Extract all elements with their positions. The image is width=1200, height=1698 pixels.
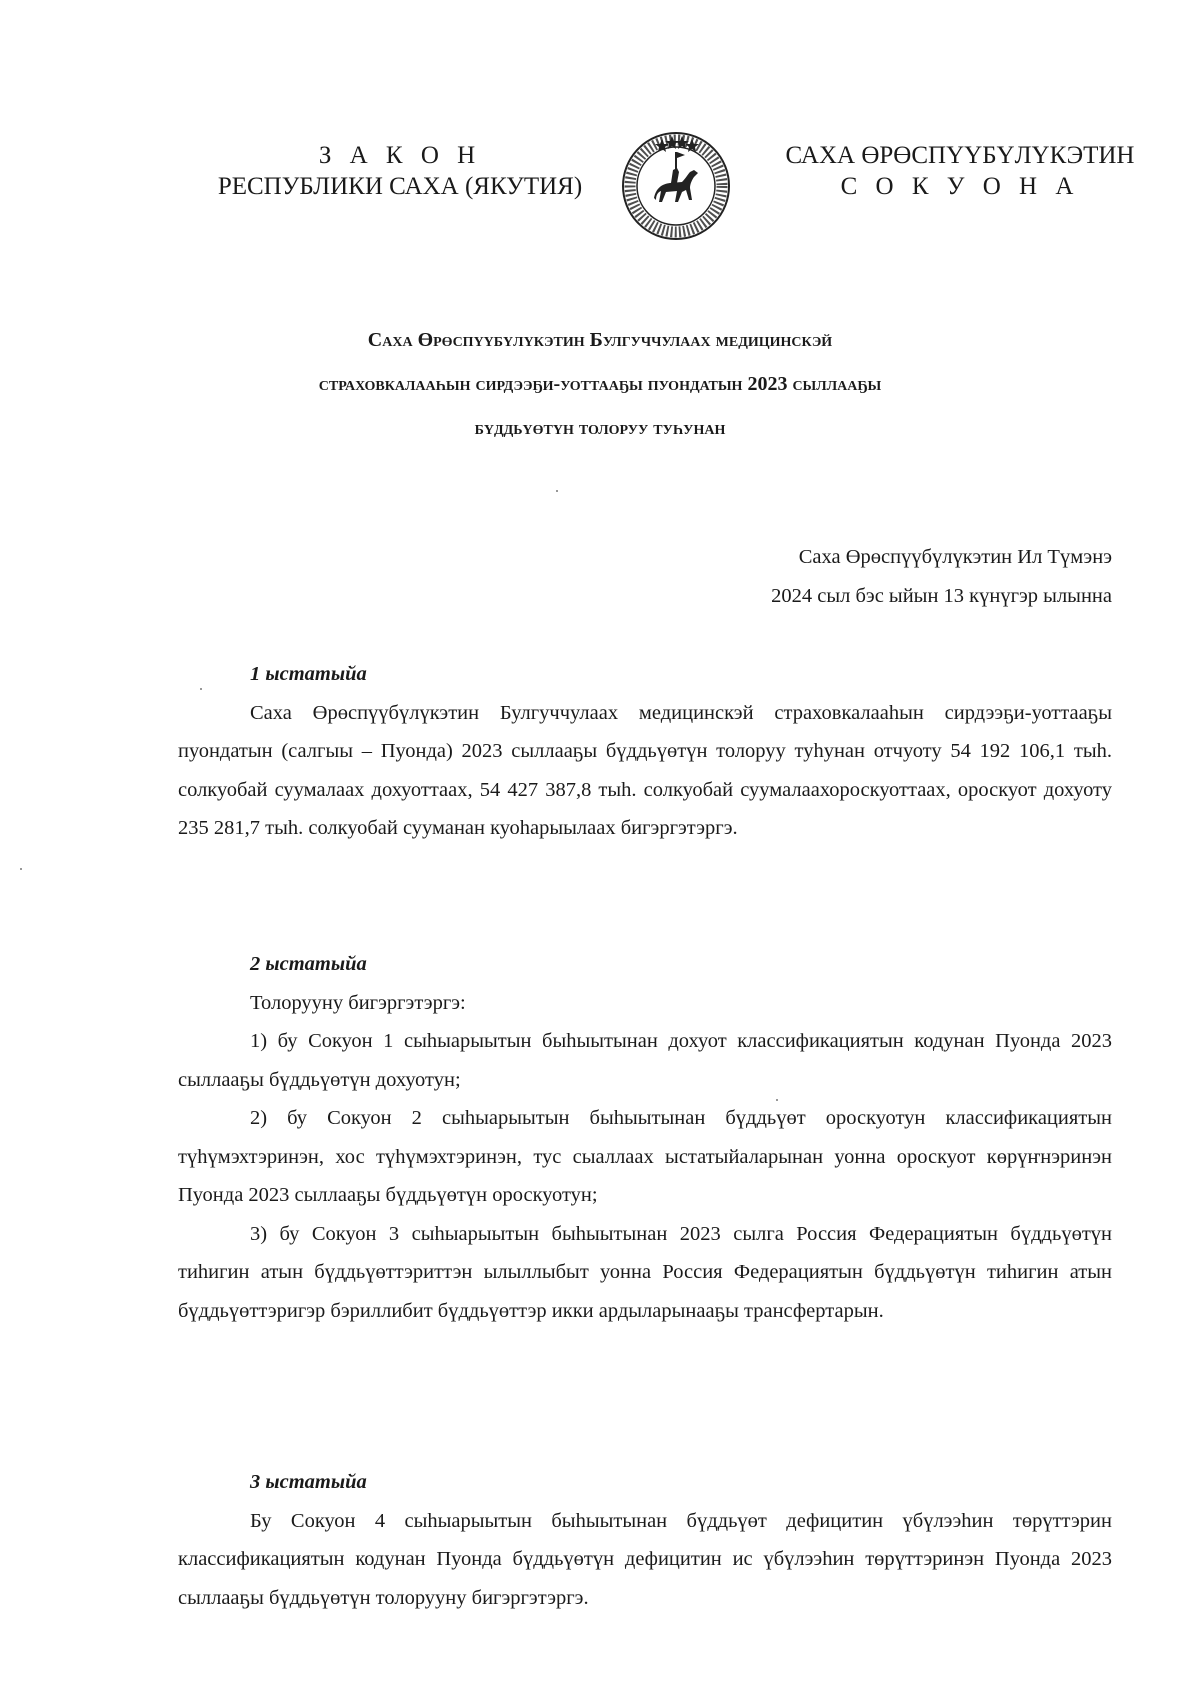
article-1 [178, 655, 1112, 848]
article-paragraph: Толорууну бигэргэтэргэ: [250, 991, 466, 1014]
scan-speck [200, 688, 202, 690]
article-heading: 2 ыстатыйа [250, 953, 367, 975]
article-heading: 3 ыстатыйа [250, 1471, 367, 1493]
title-line-1: Саха Өрөспүүбүлүкэтин Булгуччулаах медицинскэй [367, 329, 833, 351]
article-list-item: 1) бу Сокуон 1 сыһыарыытын быһыытынан дохуот классификациятын кодунан Пуонда 2023 сыллааҕы бүддьүөтүн дохуотун; [178, 1030, 1112, 1091]
article-paragraph: Саха Өрөспүүбүлүкэтин Булгуччулаах медицинскэй страховкалааһын сирдээҕи-уоттааҕы пуондатын (салгыы – Пуонда) 2023 сыллааҕы бүддьүөтүн толоруу туһунан отчуоту 54 192 106,1 тыһ. солкуобай суумалаах дохуоттаах, 54 427 387,8 тыһ. солкуобай суумалаахороскуоттаах, ороскуот дохуоту 235 281,7 тыһ. солкуобай сууманан куоһарыылаах бигэргэтэргэ. [178, 701, 1112, 839]
sakha-coat-of-arms-emblem-icon [620, 130, 732, 242]
article-list-item: 3) бу Сокуон 3 сыһыарыытын быһыытынан 2023 сылга Россия Федерациятын бүддьүөтүн тиһигин атын бүддьүөттэриттэн ылыллыбыт уонна Россия Федерациятын бүддьүөтүн тиһигин атын бүддьүөттэригэр бэриллибит бүддьүөттэр икки ардыларынааҕы трансфертарын. [178, 1222, 1112, 1322]
scan-speck [776, 1099, 778, 1101]
adoption-date: 2024 сыл бэс ыйын 13 күнүгэр ылынна [771, 585, 1112, 607]
article-list-item: 2) бу Сокуон 2 сыһыарыытын быһыытынан бүддьүөт ороскуотун классификациятын түһүмэхтэринэн, хос түһүмэхтэринэн, тус сыаллаах ыстатыйаларынан уонна ороскуот көрүҥнэринэн Пуонда 2023 сыллааҕы бүддьүөтүн ороскуотун; [178, 1107, 1112, 1206]
title-line-2: страховкалааһын сирдээҕи-уоттааҕы пуондатын 2023 сыллааҕы [318, 373, 882, 395]
header-left-subtitle: РЕСПУБЛИКИ САХА (ЯКУТИЯ) [217, 173, 583, 200]
document-title [150, 318, 1050, 450]
adoption-note [771, 538, 1112, 616]
scan-speck [20, 868, 22, 870]
article-3 [178, 1463, 1112, 1617]
article-heading: 1 ыстатыйа [250, 663, 367, 685]
adoption-body: Саха Өрөспүүбүлүкэтин Ил Түмэнэ [798, 546, 1112, 568]
header-left [190, 140, 610, 202]
article-2 [178, 945, 1112, 1330]
article-paragraph: Бу Сокуон 4 сыһыарыытын быһыытынан бүддьүөт дефицитин үбүлээһин төрүттэрин классификациятын кодунан Пуонда бүддьүөтүн дефицитин ис үбүлээһин төрүттэринэн Пуонда 2023 сыллааҕы бүддьүөтүн толорууну бигэргэтэргэ. [178, 1509, 1112, 1609]
title-line-3: бүддьүөтүн толоруу туһунан [474, 417, 726, 439]
header-right-subtitle: С О К У О Н А [840, 173, 1080, 200]
scan-speck [556, 490, 558, 492]
header-right-title: САХА ӨРӨСПҮҮБҮЛҮКЭТИН [785, 142, 1135, 169]
header-right [785, 140, 1135, 202]
header-left-title: З А К О Н [318, 142, 482, 169]
